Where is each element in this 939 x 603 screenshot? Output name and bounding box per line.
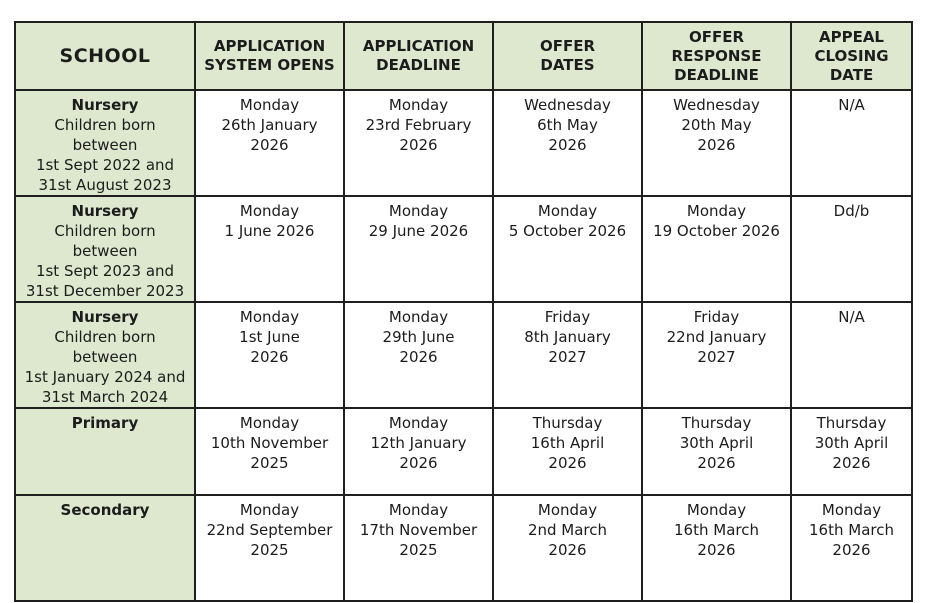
- appeal-closing-date-cell: N/A: [791, 302, 912, 408]
- offer-response-deadline-cell: Wednesday 20th May 2026: [642, 90, 791, 196]
- school-cell: [15, 196, 195, 302]
- header-offer-response-deadline: OFFER RESPONSE DEADLINE: [642, 22, 791, 90]
- application-deadline-cell: Monday 23rd February 2026: [344, 90, 493, 196]
- offer-dates-cell: Friday 8th January 2027: [493, 302, 642, 408]
- table-row: [15, 495, 912, 601]
- school-description: Children born between 1st Sept 2022 and 31st August 2023: [35, 116, 175, 194]
- header-row: [15, 22, 912, 90]
- appeal-closing-date-cell: N/A: [791, 90, 912, 196]
- application-opens-cell: Monday 1st June 2026: [195, 302, 344, 408]
- offer-dates-cell: Monday 2nd March 2026: [493, 495, 642, 601]
- header-appeal-closing-date: APPEAL CLOSING DATE: [791, 22, 912, 90]
- application-opens-cell: Monday 1 June 2026: [195, 196, 344, 302]
- offer-response-deadline-cell: Monday 16th March 2026: [642, 495, 791, 601]
- application-deadline-cell: Monday 29 June 2026: [344, 196, 493, 302]
- table-row: [15, 408, 912, 495]
- school-name: Primary: [71, 414, 139, 432]
- appeal-closing-date-cell: Thursday 30th April 2026: [791, 408, 912, 495]
- application-deadline-cell: Monday 29th June 2026: [344, 302, 493, 408]
- school-description: Children born between 1st Sept 2023 and 31st December 2023: [25, 222, 185, 300]
- application-deadline-cell: Monday 17th November 2025: [344, 495, 493, 601]
- header-school: SCHOOL: [15, 22, 195, 90]
- offer-response-deadline-cell: Monday 19 October 2026: [642, 196, 791, 302]
- school-name: Nursery: [71, 202, 139, 220]
- table-row: [15, 196, 912, 302]
- offer-dates-cell: Wednesday 6th May 2026: [493, 90, 642, 196]
- school-name: Nursery: [71, 96, 139, 114]
- header-application-deadline: APPLICATION DEADLINE: [344, 22, 493, 90]
- offer-dates-cell: Monday 5 October 2026: [493, 196, 642, 302]
- appeal-closing-date-cell: Dd/b: [791, 196, 912, 302]
- application-opens-cell: Monday 10th November 2025: [195, 408, 344, 495]
- school-name: Secondary: [60, 501, 150, 519]
- school-name: Nursery: [71, 308, 139, 326]
- school-cell: [15, 495, 195, 601]
- table-row: [15, 302, 912, 408]
- school-cell: [15, 90, 195, 196]
- appeal-closing-date-cell: Monday 16th March 2026: [791, 495, 912, 601]
- application-opens-cell: Monday 26th January 2026: [195, 90, 344, 196]
- school-cell: [15, 408, 195, 495]
- header-offer-dates: OFFER DATES: [493, 22, 642, 90]
- school-cell: [15, 302, 195, 408]
- offer-dates-cell: Thursday 16th April 2026: [493, 408, 642, 495]
- application-deadline-cell: Monday 12th January 2026: [344, 408, 493, 495]
- table-row: [15, 90, 912, 196]
- offer-response-deadline-cell: Thursday 30th April 2026: [642, 408, 791, 495]
- offer-response-deadline-cell: Friday 22nd January 2027: [642, 302, 791, 408]
- application-opens-cell: Monday 22nd September 2025: [195, 495, 344, 601]
- school-description: Children born between 1st January 2024 and 31st March 2024: [24, 328, 186, 406]
- admissions-timetable: [14, 21, 913, 602]
- header-application-opens: APPLICATION SYSTEM OPENS: [195, 22, 344, 90]
